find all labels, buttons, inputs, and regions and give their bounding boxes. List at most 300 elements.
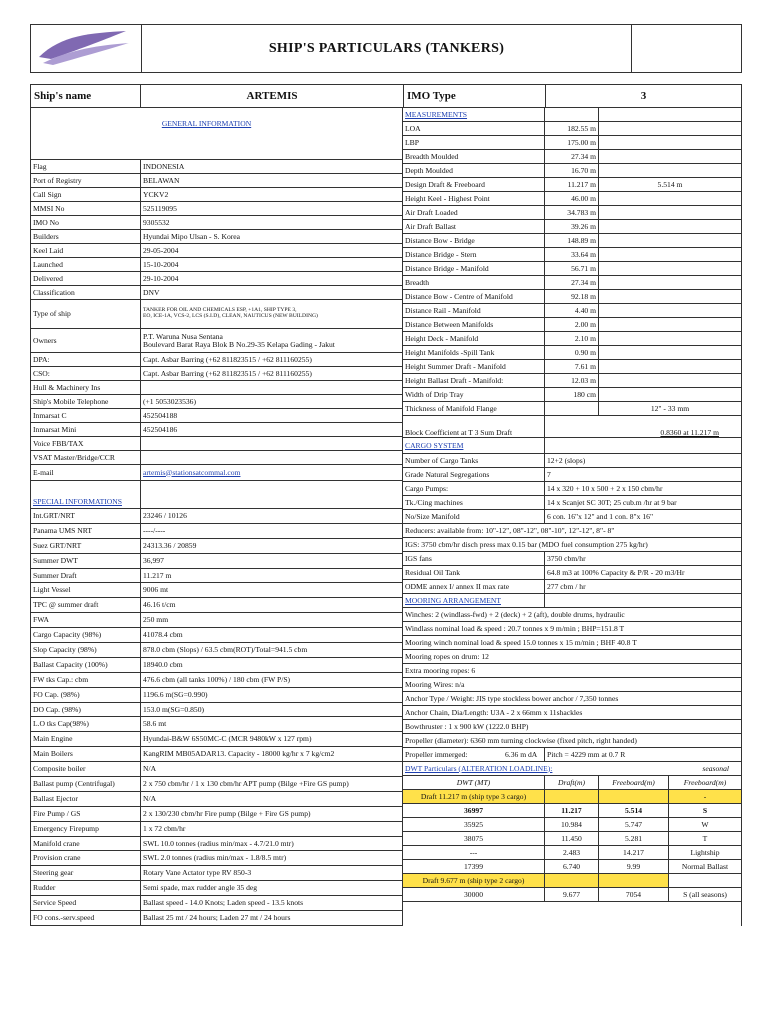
info-row bbox=[31, 188, 402, 202]
info-row bbox=[31, 747, 402, 762]
row-label: Manifold crane bbox=[31, 837, 141, 851]
measurement-row bbox=[403, 318, 741, 332]
row-value: 15-10-2004 bbox=[143, 259, 179, 269]
row-label: ODME annex I/ annex II max rate bbox=[403, 580, 545, 593]
row-value: 175.00 m bbox=[545, 136, 599, 149]
row-value: Ballast 25 mt / 24 hours; Laden 27 mt / 24 hours bbox=[143, 913, 291, 922]
info-row bbox=[31, 160, 402, 174]
measurements-heading: MEASUREMENTS bbox=[405, 109, 468, 119]
left-column bbox=[30, 108, 403, 926]
row-value: YCKV2 bbox=[143, 189, 169, 199]
row-value: 1196.6 m(SG=0.990) bbox=[143, 689, 208, 699]
row-value bbox=[141, 381, 402, 394]
row-value: 16.70 m bbox=[545, 164, 599, 177]
special-info-heading-row bbox=[31, 481, 402, 509]
row-value: BELAWAN bbox=[143, 175, 180, 185]
row-value: 64.8 m3 at 100% Capacity & P/R - 20 m3/Hr bbox=[547, 567, 685, 577]
row-label: Distance Between Manifolds bbox=[403, 318, 545, 331]
row-extra bbox=[599, 304, 741, 317]
dwt-cell: --- bbox=[403, 846, 545, 859]
row-label: MMSI No bbox=[31, 202, 141, 215]
info-row bbox=[31, 437, 402, 451]
type-of-ship-line2: EO, ICE-1A, VCS-2, LCS (S.I.D), CLEAN, NAUTICUS (NEW BUILDING) bbox=[143, 313, 318, 319]
mooring-text: Windlass nominal load & speed : 20.7 tonnes x 9 m/min ; BHP=151.8 T bbox=[405, 623, 625, 633]
row-label: Height Ballast Draft - Manifold: bbox=[403, 374, 545, 387]
row-label: Inmarsat C bbox=[31, 409, 141, 422]
info-row bbox=[31, 539, 402, 554]
dwt-cell: S bbox=[702, 805, 708, 815]
dwt-cell: 7054 bbox=[599, 888, 669, 901]
row-extra bbox=[599, 262, 741, 275]
row-label: Light Vessel bbox=[31, 583, 141, 597]
info-row bbox=[31, 395, 402, 409]
info-row bbox=[31, 202, 402, 216]
info-row bbox=[31, 658, 402, 673]
row-value: 34.783 m bbox=[545, 206, 599, 219]
row-label: IMO No bbox=[31, 216, 141, 229]
row-extra bbox=[599, 290, 741, 303]
row-value: 1 x 72 cbm/hr bbox=[143, 823, 186, 833]
row-label: Design Draft & Freeboard bbox=[403, 178, 545, 191]
mooring-row bbox=[403, 720, 741, 734]
page-title: SHIP'S PARTICULARS (TANKERS) bbox=[142, 25, 632, 72]
row-label: Air Draft Ballast bbox=[403, 220, 545, 233]
row-label: Tk./Cing machines bbox=[403, 496, 545, 509]
measurement-row bbox=[403, 304, 741, 318]
info-row bbox=[31, 451, 402, 465]
row-extra bbox=[599, 360, 741, 373]
dwt-cell: 6.740 bbox=[545, 860, 599, 873]
row-extra bbox=[599, 136, 741, 149]
mooring-row bbox=[403, 650, 741, 664]
dwt-note1-dot: - bbox=[669, 790, 741, 803]
row-label: Main Engine bbox=[31, 732, 141, 746]
block-coefficient-value: 0.8360 at 11.217 m bbox=[660, 428, 719, 437]
info-row bbox=[31, 896, 402, 911]
row-label: Launched bbox=[31, 258, 141, 271]
row-value: 29-10-2004 bbox=[143, 273, 179, 283]
info-row bbox=[31, 851, 402, 866]
row-label: Cargo Capacity (98%) bbox=[31, 628, 141, 642]
info-row bbox=[31, 272, 402, 286]
dwt-cell: Normal Ballast bbox=[681, 861, 729, 871]
info-row bbox=[31, 792, 402, 807]
measurement-row bbox=[403, 150, 741, 164]
row-extra bbox=[599, 318, 741, 331]
row-extra bbox=[599, 332, 741, 345]
row-extra: 12" - 33 mm bbox=[650, 403, 690, 413]
row-label: L.O tks Cap(98%) bbox=[31, 717, 141, 731]
row-value bbox=[141, 437, 402, 450]
info-row bbox=[31, 286, 402, 300]
dwt-cell: 11.450 bbox=[545, 832, 599, 845]
row-value: 33.64 m bbox=[545, 248, 599, 261]
row-value: 11.217 m bbox=[545, 178, 599, 191]
type-of-ship-line1: TANKER FOR OIL AND CHEMICALS ESP, +1A1, SHIP TYPE 3, bbox=[143, 307, 297, 314]
row-value: 525119095 bbox=[143, 203, 177, 213]
dwt-heading-row bbox=[403, 762, 741, 776]
mooring-row bbox=[403, 692, 741, 706]
dwt-header-row bbox=[403, 776, 741, 790]
general-info-heading: GENERAL INFORMATION bbox=[161, 119, 252, 128]
row-value: 58.6 mt bbox=[143, 719, 167, 729]
row-value: Rotary Vane Actator type RV 850-3 bbox=[143, 868, 252, 878]
right-column bbox=[403, 108, 742, 926]
contact-rows bbox=[31, 353, 402, 465]
row-value: 36,997 bbox=[143, 555, 164, 565]
measurement-row bbox=[403, 220, 741, 234]
header-blank bbox=[632, 25, 741, 72]
row-label: No/Size Manifold bbox=[403, 510, 545, 523]
row-value: 7.61 m bbox=[545, 360, 599, 373]
row-value: 2 x 750 cbm/hr / 1 x 130 cbm/hr APT pump (Bilge +Fire GS pump) bbox=[143, 778, 349, 788]
mooring-rows bbox=[403, 608, 741, 748]
row-value: 2.00 m bbox=[545, 318, 599, 331]
row-value: 878.0 cbm (Slops) / 63.5 cbm(ROT)/Total=941.5 cbm bbox=[143, 644, 308, 654]
row-value: Hyundai-B&W 6S50MC-C (MCR 9480kW x 127 rpm) bbox=[143, 734, 312, 744]
row-label: Ballast pump (Centrifugal) bbox=[31, 777, 141, 791]
info-row bbox=[31, 353, 402, 367]
row-label: Inmarsat Mini bbox=[31, 423, 141, 436]
row-label: Type of ship bbox=[31, 300, 141, 328]
row-value: Semi spade, max rudder angle 35 deg bbox=[143, 883, 258, 893]
ship-name-row bbox=[30, 84, 742, 108]
info-row bbox=[31, 423, 402, 437]
row-value: 14 x 320 + 10 x 500 + 2 x 150 cbm/hr bbox=[547, 483, 663, 493]
row-value: 277 cbm / hr bbox=[547, 581, 586, 591]
ship-particulars-sheet bbox=[30, 24, 742, 984]
cargo-row bbox=[403, 482, 741, 496]
cargo-row bbox=[403, 566, 741, 580]
dwt-blank-row bbox=[403, 902, 741, 916]
mooring-text: Winches: 2 (windlass-fwd) + 2 (deck) + 2 (aft), double drums, hydraulic bbox=[405, 609, 625, 619]
row-label: FO cons.-serv.speed bbox=[31, 911, 141, 925]
row-label: Int.GRT/NRT bbox=[31, 509, 141, 523]
general-info-rows bbox=[31, 160, 402, 300]
info-row bbox=[31, 777, 402, 792]
propeller-immerged-value: 6.36 m dA bbox=[503, 748, 545, 761]
dwt-note2-row bbox=[403, 874, 741, 888]
row-label: Keel Laid bbox=[31, 244, 141, 257]
mooring-text: Anchor Type / Weight: JIS type stockless bower anchor / 7,350 tonnes bbox=[405, 693, 619, 703]
dwt-cell: 36997 bbox=[403, 804, 545, 817]
row-label: Hull & Machinery Ins bbox=[31, 381, 141, 394]
info-row bbox=[31, 717, 402, 732]
row-label: DO Cap. (98%) bbox=[31, 703, 141, 717]
row-extra bbox=[599, 388, 741, 401]
type-of-ship-row bbox=[31, 300, 402, 329]
row-label: Number of Cargo Tanks bbox=[403, 454, 545, 467]
row-value: DNV bbox=[143, 287, 160, 297]
row-value: 23246 / 10126 bbox=[143, 510, 187, 520]
row-label: Panama UMS NRT bbox=[31, 524, 141, 538]
info-row bbox=[31, 866, 402, 881]
row-label: DPA: bbox=[31, 353, 141, 366]
row-value: SWL 2.0 tonnes (radius min/max - 1.8/8.5 mtr) bbox=[143, 853, 287, 863]
row-label: Suez GRT/NRT bbox=[31, 539, 141, 553]
general-info-heading-row bbox=[31, 108, 402, 160]
row-extra bbox=[599, 220, 741, 233]
row-label: Height Keel - Highest Point bbox=[403, 192, 545, 205]
row-value: 14 x Scanjet SC 30T; 25 cub.m /hr at 9 bar bbox=[547, 497, 677, 507]
row-value: INDONESIA bbox=[143, 161, 185, 171]
propeller-immerged-row bbox=[403, 748, 741, 762]
row-value: 476.6 cbm (all tanks 100%) / 180 cbm (FW P/S) bbox=[143, 674, 291, 684]
mooring-row bbox=[403, 664, 741, 678]
measurement-row bbox=[403, 276, 741, 290]
dwt-col-dwt: DWT (MT) bbox=[403, 776, 545, 789]
row-label: Composite boiler bbox=[31, 762, 141, 776]
measurement-row bbox=[403, 262, 741, 276]
mooring-heading-row bbox=[403, 594, 741, 608]
dwt-row bbox=[403, 832, 741, 846]
row-extra bbox=[599, 164, 741, 177]
row-label: Depth Moulded bbox=[403, 164, 545, 177]
propeller-immerged-label: Propeller immerged: bbox=[405, 749, 468, 759]
row-value bbox=[545, 402, 599, 415]
measurements-heading-row bbox=[403, 108, 741, 122]
dwt-cell: 14.217 bbox=[599, 846, 669, 859]
row-value: 452504186 bbox=[143, 424, 178, 434]
row-value: (+1 5053023536) bbox=[143, 396, 197, 406]
cargo-row bbox=[403, 496, 741, 510]
info-row bbox=[31, 628, 402, 643]
dwt-last-row bbox=[403, 888, 741, 902]
row-label: Cargo Pumps: bbox=[403, 482, 545, 495]
info-row bbox=[31, 258, 402, 272]
imo-type-value: 3 bbox=[640, 90, 647, 102]
row-value: 18940.0 cbm bbox=[143, 659, 183, 669]
row-label: Classification bbox=[31, 286, 141, 299]
dwt-note1: Draft 11.217 m (ship type 3 cargo) bbox=[403, 790, 545, 803]
measurement-row bbox=[403, 192, 741, 206]
cargo-system-heading: CARGO SYSTEM bbox=[405, 440, 464, 450]
row-extra bbox=[599, 248, 741, 261]
row-extra bbox=[599, 192, 741, 205]
row-value: 452504188 bbox=[143, 410, 178, 420]
measurement-row bbox=[403, 164, 741, 178]
dwt-cell: T bbox=[702, 833, 708, 843]
block-coefficient-row bbox=[403, 416, 741, 438]
measurement-row bbox=[403, 206, 741, 220]
row-value: 3750 cbm/hr bbox=[547, 553, 586, 563]
row-label: Slop Capacity (98%) bbox=[31, 643, 141, 657]
info-row bbox=[31, 554, 402, 569]
row-value: 250 mm bbox=[143, 615, 169, 625]
row-label: Delivered bbox=[31, 272, 141, 285]
dwt-cell: 30000 bbox=[403, 888, 545, 901]
info-row bbox=[31, 613, 402, 628]
row-value: 9006 mt bbox=[143, 585, 169, 595]
cargo-row bbox=[403, 468, 741, 482]
mooring-text: Extra mooring ropes: 6 bbox=[405, 665, 476, 675]
info-row bbox=[31, 583, 402, 598]
row-label: Builders bbox=[31, 230, 141, 243]
row-value: 12+2 (slops) bbox=[547, 455, 586, 465]
mooring-row bbox=[403, 636, 741, 650]
row-label: Height Summer Draft - Manifold bbox=[403, 360, 545, 373]
row-value: 4.40 m bbox=[545, 304, 599, 317]
mooring-text: Mooring winch nominal load & speed 15.0 tonnes x 15 m/min ; BHF 40.8 T bbox=[405, 637, 637, 647]
info-row bbox=[31, 381, 402, 395]
dwt-heading: DWT Particulars (ALTERATION LOADLINE): bbox=[405, 763, 553, 773]
row-value: 0.90 m bbox=[545, 346, 599, 359]
info-row bbox=[31, 688, 402, 703]
owners-line2: Boulevard Barat Raya Blok B No.29-35 Kelapa Gading - Jakut bbox=[143, 339, 335, 349]
email-row bbox=[31, 465, 402, 481]
dwt-cell: W bbox=[701, 819, 709, 829]
dwt-cell: S (all seasons) bbox=[683, 889, 727, 899]
row-label: Thickness of Manifold Flange bbox=[403, 402, 545, 415]
row-label: Ship's Mobile Telephone bbox=[31, 395, 141, 408]
row-label: Summer Draft bbox=[31, 569, 141, 583]
row-label: Distance Rail - Manifold bbox=[403, 304, 545, 317]
row-value: ----/---- bbox=[143, 525, 166, 535]
mooring-heading: MOORING ARRANGEMENT bbox=[405, 595, 501, 605]
dwt-cell: 11.217 bbox=[545, 804, 599, 817]
row-label: Main Boilers bbox=[31, 747, 141, 761]
info-row bbox=[31, 911, 402, 926]
row-label: Air Draft Loaded bbox=[403, 206, 545, 219]
row-extra bbox=[599, 346, 741, 359]
info-row bbox=[31, 732, 402, 747]
row-label: Provision crane bbox=[31, 851, 141, 865]
cargo-row bbox=[403, 552, 741, 566]
info-row bbox=[31, 230, 402, 244]
info-row bbox=[31, 598, 402, 613]
dwt-cell: Lightship bbox=[690, 847, 720, 857]
info-row bbox=[31, 244, 402, 258]
dwt-note2: Draft 9.677 m (ship type 2 cargo) bbox=[403, 874, 545, 887]
row-value: 7 bbox=[547, 469, 551, 479]
row-label: VSAT Master/Bridge/CCR bbox=[31, 451, 141, 464]
row-label: Rudder bbox=[31, 881, 141, 895]
mooring-text: Propeller (diameter): 6360 mm turning clockwise (fixed pitch, right handed) bbox=[405, 735, 637, 745]
row-value: 29-05-2004 bbox=[143, 245, 179, 255]
cargo-row bbox=[403, 454, 741, 468]
measurement-row bbox=[403, 136, 741, 150]
row-label: Ballast Capacity (100%) bbox=[31, 658, 141, 672]
row-extra bbox=[599, 122, 741, 135]
row-value: Hyundai Mipo Ulsan - S. Korea bbox=[143, 231, 241, 241]
info-row bbox=[31, 524, 402, 539]
row-label: Height Manifolds -Spill Tank bbox=[403, 346, 545, 359]
dwt-note1-row bbox=[403, 790, 741, 804]
row-label: Width of Drip Tray bbox=[403, 388, 545, 401]
info-row bbox=[31, 216, 402, 230]
cargo-rows bbox=[403, 454, 741, 524]
dwt-row bbox=[403, 804, 741, 818]
cargo-row bbox=[403, 510, 741, 524]
info-row bbox=[31, 174, 402, 188]
dwt-cell: 38075 bbox=[403, 832, 545, 845]
info-row bbox=[31, 762, 402, 777]
row-label: Emergency Firepump bbox=[31, 822, 141, 836]
row-value: 153.0 m(SG=0.850) bbox=[143, 704, 205, 714]
special-info-heading: SPECIAL INFORMATIONS bbox=[33, 497, 122, 507]
owners-line1: P.T. Waruna Nusa Sentana bbox=[143, 331, 223, 341]
row-label: CSO: bbox=[31, 367, 141, 380]
ship-name-value: ARTEMIS bbox=[141, 85, 404, 107]
measurement-rows bbox=[403, 122, 741, 416]
row-value: N/A bbox=[143, 764, 157, 774]
row-value: 182.55 m bbox=[545, 122, 599, 135]
row-label: LOA bbox=[403, 122, 545, 135]
dwt-row bbox=[403, 818, 741, 832]
reducers-text: Reducers: available from: 10"-12", 08"-12", 08"-10", 12"-12", 8"- 8" bbox=[405, 525, 615, 535]
row-label: Breadth Moulded bbox=[403, 150, 545, 163]
dwt-row bbox=[403, 846, 741, 860]
info-row bbox=[31, 643, 402, 658]
row-value: 148.89 m bbox=[545, 234, 599, 247]
measurement-row bbox=[403, 374, 741, 388]
special-info-rows bbox=[31, 509, 402, 926]
email-link[interactable]: artemis@stationsatcommal.com bbox=[143, 467, 241, 477]
mooring-row bbox=[403, 678, 741, 692]
row-label: Summer DWT bbox=[31, 554, 141, 568]
info-row bbox=[31, 837, 402, 852]
propeller-pitch: Pitch = 4229 mm at 0.7 R bbox=[547, 749, 626, 759]
row-value: 9305532 bbox=[143, 217, 170, 227]
row-label: Residual Oil Tank bbox=[403, 566, 545, 579]
row-value: 24313.36 / 20859 bbox=[143, 540, 197, 550]
row-label: Block Coefficient at T 3 Sum Draft bbox=[403, 416, 545, 437]
row-label: FWA bbox=[31, 613, 141, 627]
mooring-row bbox=[403, 622, 741, 636]
row-label: Height Deck - Manifold bbox=[403, 332, 545, 345]
row-value: KangRIM MB05ADAR13. Capacity - 18000 kg/hr x 7 kg/cm2 bbox=[143, 749, 335, 759]
dwt-rows bbox=[403, 804, 741, 874]
row-value: 46.16 t/cm bbox=[143, 600, 176, 610]
row-label: IGS fans bbox=[403, 552, 545, 565]
info-row bbox=[31, 822, 402, 837]
measurement-row bbox=[403, 290, 741, 304]
owners-row bbox=[31, 329, 402, 353]
row-label: Fire Pump / GS bbox=[31, 807, 141, 821]
info-row bbox=[31, 807, 402, 822]
igs-text: IGS: 3750 cbm/hr disch press max 0.15 bar (MDO fuel consumption 275 kg/hr) bbox=[405, 539, 648, 549]
row-label: Service Speed bbox=[31, 896, 141, 910]
measurement-row bbox=[403, 388, 741, 402]
row-label: Breadth bbox=[403, 276, 545, 289]
row-value: 2 x 130/230 cbm/hr Fire pump (Bilge + Fire GS pump) bbox=[143, 808, 311, 818]
dwt-cell: 9.677 bbox=[545, 888, 599, 901]
info-row bbox=[31, 367, 402, 381]
row-label: LBP bbox=[403, 136, 545, 149]
row-label: FW tks Cap.: cbm bbox=[31, 673, 141, 687]
measurement-row bbox=[403, 346, 741, 360]
mooring-row bbox=[403, 734, 741, 748]
row-value bbox=[141, 451, 402, 464]
info-row bbox=[31, 881, 402, 896]
row-extra bbox=[599, 150, 741, 163]
row-value: N/A bbox=[143, 793, 157, 803]
row-value: 180 cm bbox=[545, 388, 599, 401]
mooring-row bbox=[403, 706, 741, 720]
row-label: Flag bbox=[31, 160, 141, 173]
row-extra: 5.514 m bbox=[657, 179, 683, 189]
info-row bbox=[31, 509, 402, 524]
row-extra bbox=[599, 234, 741, 247]
measurement-row bbox=[403, 178, 741, 192]
company-logo bbox=[31, 25, 142, 72]
cargo-row bbox=[403, 580, 741, 594]
dwt-col-freeboard: Freeboard(m) bbox=[599, 776, 669, 789]
imo-type-label: IMO Type bbox=[404, 85, 546, 107]
row-label: Owners bbox=[31, 329, 141, 352]
row-value: Capt. Asbar Barring (+62 811823515 / +62 811160255) bbox=[143, 354, 312, 364]
dwt-cell: 35925 bbox=[403, 818, 545, 831]
